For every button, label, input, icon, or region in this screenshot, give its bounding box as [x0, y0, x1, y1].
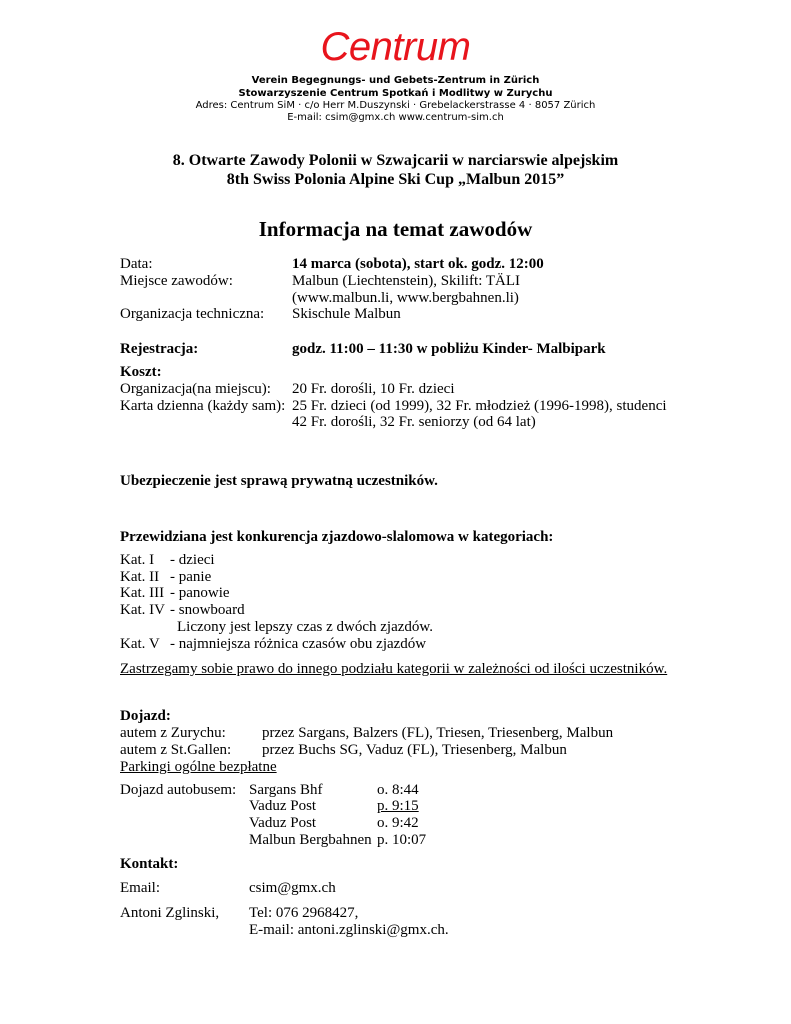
contact-heading: Kontakt:	[120, 856, 179, 872]
bus-stop-2: Vaduz Post	[249, 798, 317, 814]
travel-stgallen-value: przez Buchs SG, Vaduz (FL), Triesenberg, Malbun	[262, 742, 567, 758]
centrum-logo: Centrum	[320, 25, 471, 69]
bus-stop-1: Sargans Bhf	[249, 782, 323, 798]
page-heading: Informacja na temat zawodów	[258, 217, 533, 241]
cost-pass-value-2: 42 Fr. dorośli, 32 Fr. seniorzy (od 64 lat)	[292, 414, 536, 430]
category-5-label: Kat. V	[120, 636, 160, 652]
insurance-note: Ubezpieczenie jest sprawą prywatną uczestników.	[120, 473, 438, 489]
date-label: Data:	[120, 256, 153, 272]
cost-onsite-value: 20 Fr. dorośli, 10 Fr. dzieci	[292, 381, 455, 397]
bus-time-4: p. 10:07	[377, 832, 427, 848]
category-1-value: - dzieci	[170, 552, 215, 568]
org-value: Skischule Malbun	[292, 306, 401, 322]
bus-label: Dojazd autobusem:	[120, 782, 237, 798]
contact-person-tel: Tel: 076 2968427,	[249, 905, 359, 921]
org-contact: E-mail: csim@gmx.ch www.centrum-sim.ch	[287, 112, 504, 123]
bus-time-2: p. 9:15	[377, 798, 419, 814]
contact-person-name: Antoni Zglinski,	[120, 905, 220, 921]
travel-zurich-value: przez Sargans, Balzers (FL), Triesen, Triesenberg, Malbun	[262, 725, 614, 741]
place-label: Miejsce zawodów:	[120, 273, 233, 289]
category-4-label: Kat. IV	[120, 602, 165, 618]
travel-zurich-label: autem z Zurychu:	[120, 725, 226, 741]
bus-stop-3: Vaduz Post	[249, 815, 317, 831]
cost-onsite-label: Organizacja(na miejscu):	[120, 381, 271, 397]
category-3-value: - panowie	[170, 585, 230, 601]
category-4-value: - snowboard	[170, 602, 245, 618]
category-5-value: - najmniejsza różnica czasów obu zjazdów	[170, 636, 427, 652]
date-value: 14 marca (sobota), start ok. godz. 12:00	[292, 256, 544, 272]
place-websites: (www.malbun.li, www.bergbahnen.li)	[292, 290, 519, 306]
categories-disclaimer: Zastrzegamy sobie prawo do innego podziału kategorii w zależności od ilości uczestników.	[120, 661, 668, 677]
contact-email-label: Email:	[120, 880, 160, 896]
bus-stop-4: Malbun Bergbahnen	[249, 832, 372, 848]
org-address: Adres: Centrum SiM · c/o Herr M.Duszynski · Grebelackerstrasse 4 · 8057 Zürich	[195, 100, 596, 111]
categories-heading: Przewidziana jest konkurencja zjazdowo-slalomowa w kategoriach:	[120, 529, 554, 545]
org-name-de: Verein Begegnungs- und Gebets-Zentrum in Zürich	[251, 75, 540, 86]
contact-person-email: E-mail: antoni.zglinski@gmx.ch.	[249, 922, 449, 938]
category-2-label: Kat. II	[120, 569, 160, 585]
category-3-label: Kat. III	[120, 585, 165, 601]
cost-heading: Koszt:	[120, 364, 162, 380]
contact-email-value: csim@gmx.ch	[249, 880, 336, 896]
travel-heading: Dojazd:	[120, 708, 171, 724]
place-value: Malbun (Liechtenstein), Skilift: TÄLI	[292, 273, 521, 289]
category-2-value: - panie	[170, 569, 212, 585]
event-title-pl: 8. Otwarte Zawody Polonii w Szwajcarii w narciarswie alpejskim	[172, 152, 619, 169]
cost-pass-label: Karta dzienna (każdy sam):	[120, 398, 286, 414]
parking-note: Parkingi ogólne bezpłatne	[120, 759, 277, 775]
registration-label: Rejestracja:	[120, 341, 199, 357]
bus-time-3: o. 9:42	[377, 815, 419, 831]
registration-value: godz. 11:00 – 11:30 w pobliżu Kinder- Malbipark	[292, 341, 606, 357]
bus-time-1: o. 8:44	[377, 782, 419, 798]
travel-stgallen-label: autem z St.Gallen:	[120, 742, 232, 758]
org-label: Organizacja techniczna:	[120, 306, 265, 322]
event-title-en: 8th Swiss Polonia Alpine Ski Cup „Malbun 2015”	[226, 171, 565, 188]
category-note: Liczony jest lepszy czas z dwóch zjazdów.	[177, 619, 434, 635]
cost-pass-value-1: 25 Fr. dzieci (od 1999), 32 Fr. młodzież (1996-1998), studenci	[292, 398, 667, 414]
category-1-label: Kat. I	[120, 552, 155, 568]
org-name-pl: Stowarzyszenie Centrum Spotkań i Modlitwy w Zurychu	[238, 88, 553, 99]
